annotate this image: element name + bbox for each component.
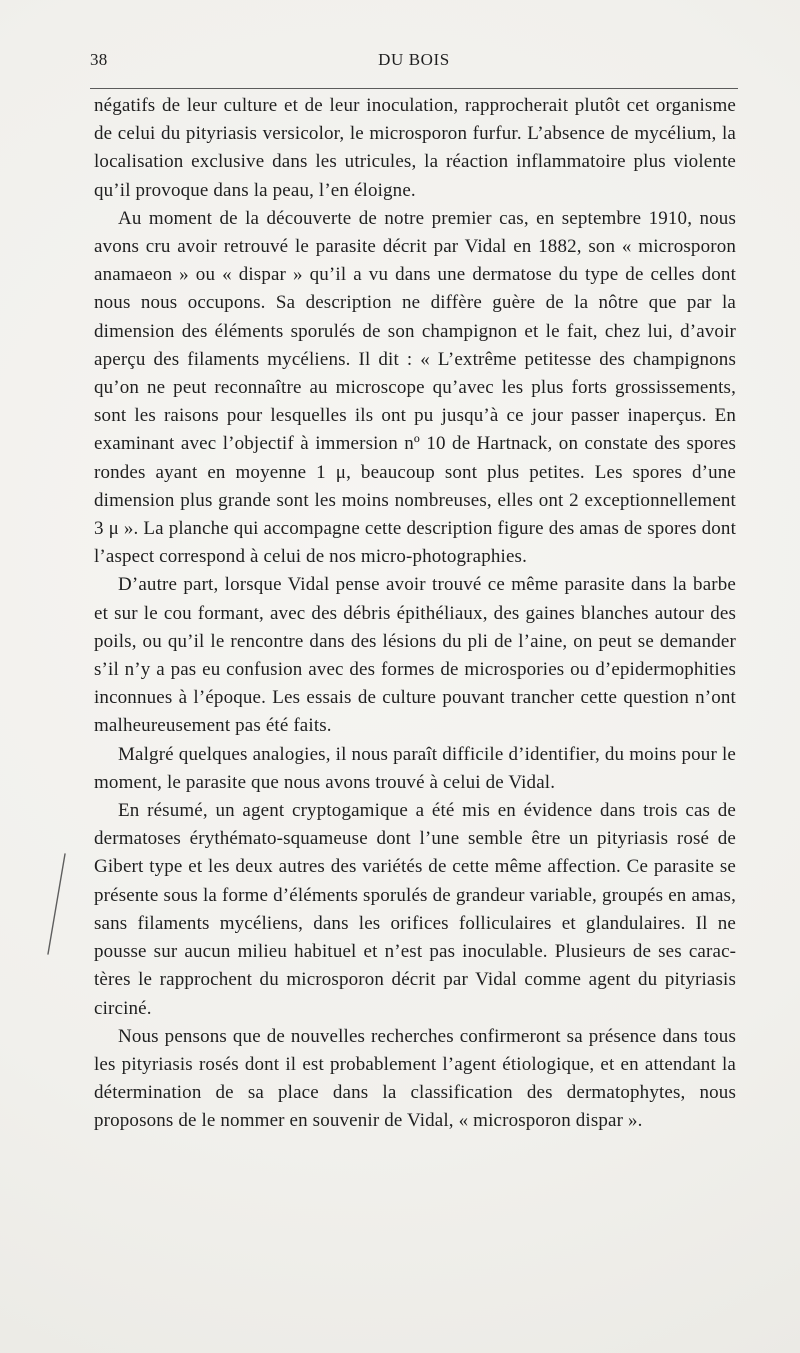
paragraph-2: Au moment de la découverte de notre premier cas, en septembre 1910, nous avons cru avoir retrouvé le parasite décrit par Vidal en 1882, son « microsporon anamaeon » ou « dispar » qu’il a vu dans une dermatose du type de celles dont nous nous occupons. Sa description ne diffère guère de la nôtre que par la dimension des éléments sporulés de son champignon et le fait, chez lui, d’avoir aperçu des filaments mycéliens. Il dit : « L’extrême petitesse des champignons qu’on ne peut reconnaître au microscope qu’avec les plus forts grossissements, sont les raisons pour lesquelles ils ont pu jusqu’à ce jour passer inaperçus. En examinant avec l’objectif à immersion nº 10 de Hartnack, on constate des spores rondes ayant en moyenne 1 μ, beaucoup sont plus petites. Les spores d’une dimension plus grande sont les moins nombreuses, elles ont 2 exceptionnellement 3 μ ». La planche qui accompagne cette description figure des amas de spores dont l’aspect correspond à celui de nos micro-photographies. — [94, 207, 736, 568]
header-rule — [90, 88, 738, 89]
paragraph-6: Nous pensons que de nouvelles recherches confirmeront sa présence dans tous les pityriasis rosés dont il est probablement l’agent étiologique, et en attendant la détermination de sa place dans la classification des dermatophytes, nous proposons de le nommer en souvenir de Vidal, « microsporon dispar ». — [94, 1025, 736, 1132]
paragraph-3: D’autre part, lorsque Vidal pense avoir trouvé ce même parasite dans la barbe et sur le cou formant, avec des débris épithéliaux, des gaines blanches autour des poils, ou qu’il le rencontre dans des lésions du pli de l’aine, on peut se demander s’il n’y a pas eu confusion avec des formes de microspories ou d’epidermophities inconnues à l’époque. Les essais de culture pouvant trancher cette question n’ont malheureusement pas été faits. — [94, 574, 736, 737]
paragraph-4: Malgré quelques analogies, il nous paraît difficile d’identifier, du moins pour le moment, le parasite que nous avons trouvé à celui de Vidal. — [94, 743, 736, 793]
paragraph-5: En résumé, un agent cryptogamique a été mis en évidence dans trois cas de dermatoses érythémato-squameuse dont l’une semble être un pityriasis rosé de Gibert type et les deux autres des variétés de cette même affection. Ce parasite se présente sous la forme d’éléments sporulés de grandeur variable, groupés en amas, sans filaments mycéliens, dans les orifices folliculaires et glandulaires. Il ne pousse sur aucun milieu habituel et n’est pas inoculable. Plusieurs de ses caractères le rapprochent du microsporon décrit par Vidal comme agent du pityriasis circiné. — [94, 800, 736, 1019]
page-header — [90, 50, 738, 76]
margin-pencil-mark — [36, 850, 72, 960]
running-head: DU BOIS — [378, 50, 450, 69]
body-text — [94, 92, 736, 1136]
paragraph-1: négatifs de leur culture et de leur inoculation, rapprocherait plutôt cet organisme de celui du pityriasis versicolor, le microsporon furfur. L’absence de mycélium, la localisation exclusive dans les utricules, la réaction inflammatoire plus violente qu’il provoque dans la peau, l’en éloigne. — [94, 95, 736, 201]
page-number: 38 — [90, 50, 108, 69]
